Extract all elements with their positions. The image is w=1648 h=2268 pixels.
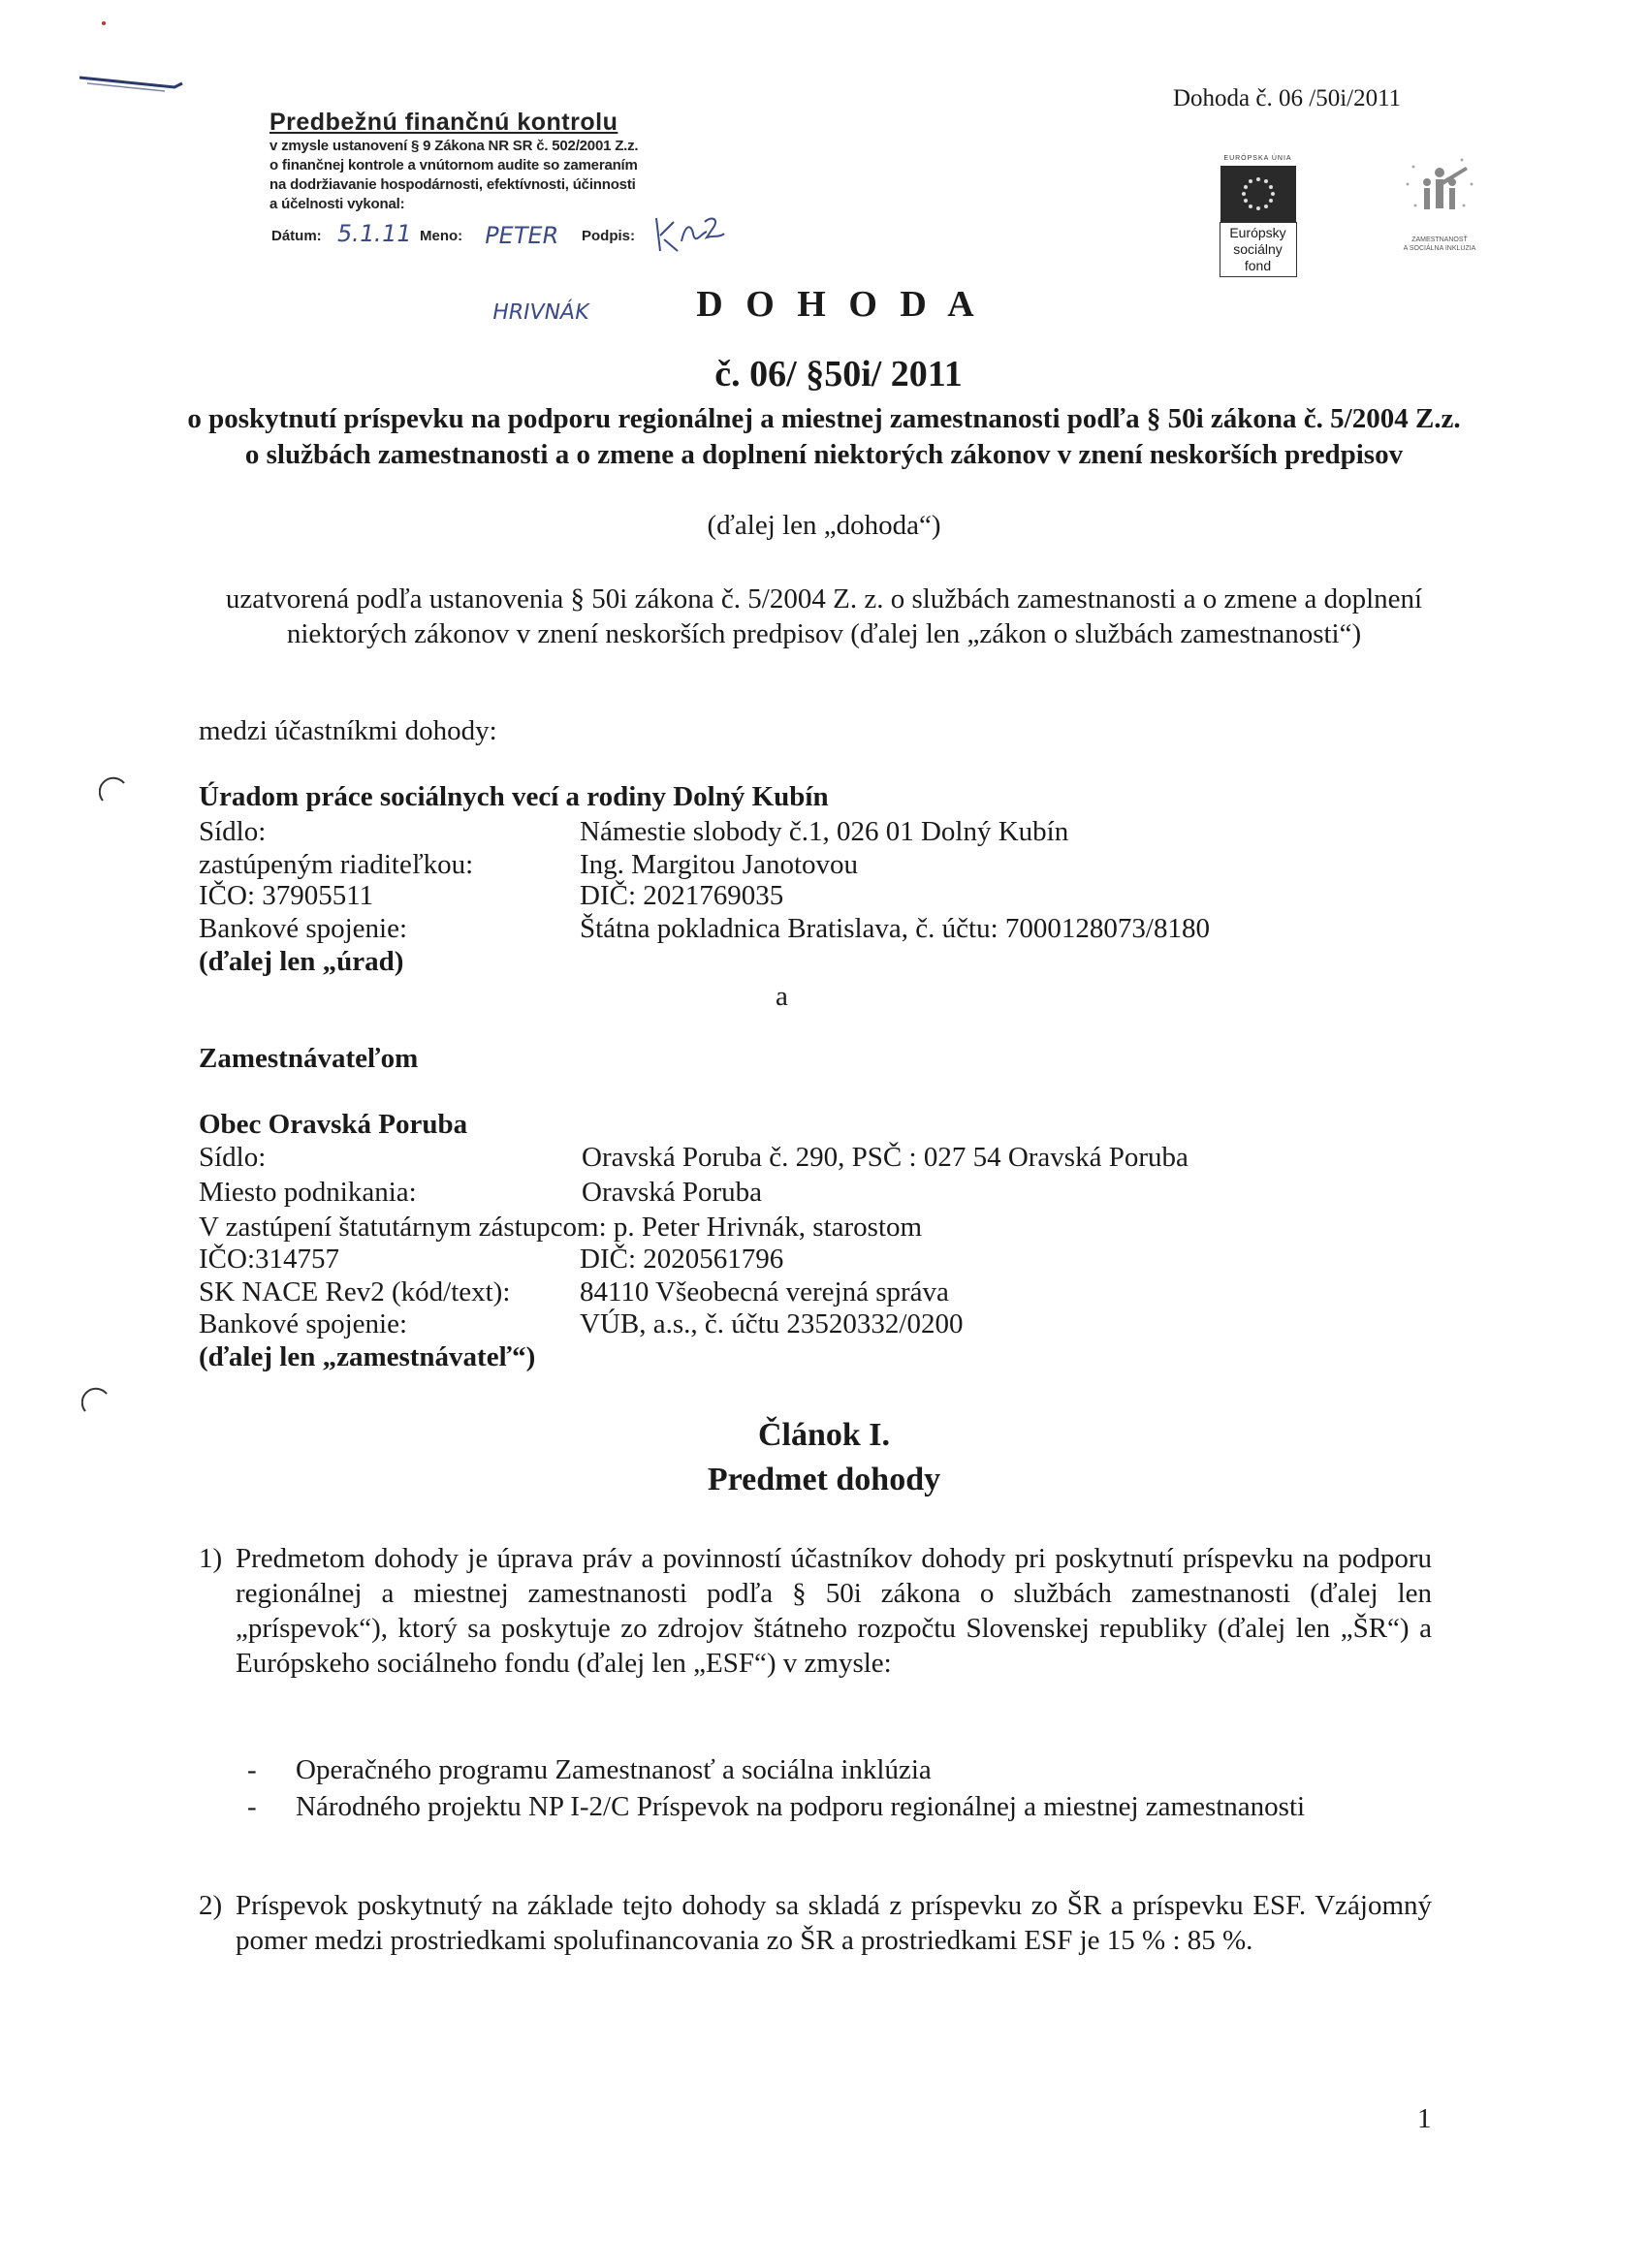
bullet-dash: - (247, 1754, 257, 1785)
document-number: č. 06/ §50i/ 2011 (714, 354, 963, 394)
bullet-text: Národného projektu NP I-2/C Príspevok na podporu regionálnej a miestnej zamestnanosti (296, 1791, 1306, 1822)
document-title: D O H O D A (696, 284, 981, 325)
employer-business-label: Miesto podnikania: (199, 1177, 417, 1208)
stamp-signature-label: Podpis: (582, 228, 635, 244)
employer-heading: Zamestnávateľom (199, 1043, 419, 1074)
employer-seat-value: Oravská Poruba č. 290, PSČ : 027 54 Oravská Poruba (582, 1142, 1188, 1173)
eu-label: EURÓPSKA ÚNIA (1223, 155, 1292, 162)
employer-bank-value: VÚB, a.s., č. účtu 23520332/0200 (580, 1308, 964, 1339)
paragraph-text: Príspevok poskytnutý na základe tejto dohody sa skladá z príspevku zo ŠR a príspevku ESF. Vzájomný pomer medzi prostriedkami spolufinancovania zo ŠR a prostriedkami ESF je 15 % : 85 %. (236, 1890, 1432, 1956)
paragraph-number: 1) (199, 1543, 223, 1574)
article-number: Článok I. (757, 1417, 891, 1453)
stamp-date-handwritten: 5.1.11 (334, 220, 414, 247)
office-dic: DIČ: 2021769035 (580, 880, 784, 911)
office-alias: (ďalej len „úrad) (199, 946, 404, 977)
employer-nace-label: SK NACE Rev2 (kód/text): (199, 1276, 511, 1307)
document-purpose: o poskytnutí príspevku na podporu regionálnej a miestnej zamestnanosti podľa § 50i zákona č. 5/2004 Z.z. o službách zamestnanosti a o zmene a doplnení niektorých zákonov v znení neskorších predpisov (187, 403, 1461, 470)
employer-bank-label: Bankové spojenie: (199, 1308, 408, 1339)
article-title: Predmet dohody (707, 1462, 941, 1497)
esf-label (1220, 222, 1297, 277)
stamp-surname-handwritten: HRIVNÁK (490, 300, 591, 325)
bullet-dash: - (247, 1791, 257, 1822)
office-ico: IČO: 37905511 (199, 880, 374, 911)
stamp-line: a účelnosti vykonal: (269, 196, 405, 212)
document-purpose-alias: (ďalej len „dohoda“) (707, 510, 941, 541)
office-bank-label: Bankové spojenie: (199, 913, 408, 944)
zam-label-line: A SOCIÁLNA INKLÚZIA (1403, 245, 1476, 252)
scan-mark (78, 70, 184, 95)
stamp-date-label: Dátum: (271, 228, 322, 244)
stamp-signature-row (269, 220, 725, 259)
employer-ico: IČO:314757 (199, 1244, 339, 1275)
conjunction: a (776, 981, 788, 1012)
stamp-line: na dodržiavanie hospodárnosti, efektívnosti, účinnosti (269, 176, 636, 193)
employer-nace-value: 84110 Všeobecná verejná správa (580, 1276, 949, 1307)
bullet-item (247, 1789, 1432, 1824)
paragraph-text: Predmetom dohody je úprava práv a povinností účastníkov dohody pri poskytnutí príspevku na podporu regionálnej a miestnej zamestnanosti podľa § 50i zákona o službách zamestnanosti (ďalej len „príspevok“), ktorý sa poskytuje zo zdrojov štátneho rozpočtu Slovenskej republiky (ďalej len „ŠR“) a Európskeho sociálneho fondu (ďalej len „ESF“) v zmysle: (236, 1543, 1432, 1679)
office-seat-label: Sídlo: (199, 816, 267, 847)
stamp-title: Predbežnú finančnú kontrolu (269, 109, 618, 136)
employer-alias: (ďalej len „zamestnávateľ“) (199, 1341, 536, 1372)
esf-label-line: sociálny (1233, 241, 1283, 257)
office-seat-value: Námestie slobody č.1, 026 01 Dolný Kubín (580, 816, 1069, 847)
stamp-name-label: Meno: (420, 228, 463, 244)
office-name: Úradom práce sociálnych vecí a rodiny Dolný Kubín (199, 781, 829, 812)
employer-business-value: Oravská Poruba (582, 1177, 763, 1208)
zam-label-line: ZAMESTNANOSŤ (1411, 236, 1468, 243)
stamp-line: v zmysle ustanovení § 9 Zákona NR SR č. 502/2001 Z.z. (269, 138, 639, 154)
scan-dot (102, 21, 106, 25)
punch-hole-bottom (81, 1386, 111, 1415)
office-rep-value: Ing. Margitou Janotovou (580, 849, 859, 880)
article-paragraph-1 (199, 1541, 1432, 1681)
concluded-under: uzatvorená podľa ustanovenia § 50i zákona č. 5/2004 Z. z. o službách zamestnanosti a o zmene a doplnení niektorých zákonov v znení neskorších predpisov (ďalej len „zákon o službách zamestnanosti“) (225, 583, 1423, 649)
parties-intro: medzi účastníkmi dohody: (199, 715, 497, 746)
esf-label-line: Európsky (1229, 225, 1286, 240)
eu-flag-icon (1220, 166, 1296, 222)
stamp-line: o finančnej kontrole a vnútornom audite so zameraním (269, 157, 638, 173)
zamestnanost-logo (1362, 155, 1517, 253)
employer-seat-label: Sídlo: (199, 1142, 267, 1173)
stamp-name-handwritten: PETER (482, 222, 561, 249)
punch-hole-top (99, 775, 128, 804)
esf-label-line: fond (1244, 258, 1272, 273)
bullet-item (247, 1752, 1432, 1787)
page-number: 1 (1417, 2103, 1432, 2134)
people-icon (1396, 155, 1483, 233)
handwritten-signature (652, 212, 730, 257)
eu-esf-logo (1197, 155, 1318, 277)
office-bank-value: Štátna pokladnica Bratislava, č. účtu: 7000128073/8180 (580, 913, 1210, 944)
paragraph-number: 2) (199, 1890, 223, 1921)
office-rep-label: zastúpeným riaditeľkou: (199, 849, 474, 880)
document-reference: Dohoda č. 06 /50i/2011 (1173, 85, 1402, 111)
employer-name: Obec Oravská Poruba (199, 1109, 468, 1140)
financial-control-stamp (269, 109, 725, 325)
article-paragraph-2 (199, 1888, 1432, 1958)
bullet-text: Operačného programu Zamestnanosť a sociálna inklúzia (296, 1754, 932, 1785)
employer-dic: DIČ: 2020561796 (580, 1244, 784, 1275)
employer-statutory: V zastúpení štatutárnym zástupcom: p. Peter Hrivnák, starostom (199, 1212, 923, 1243)
